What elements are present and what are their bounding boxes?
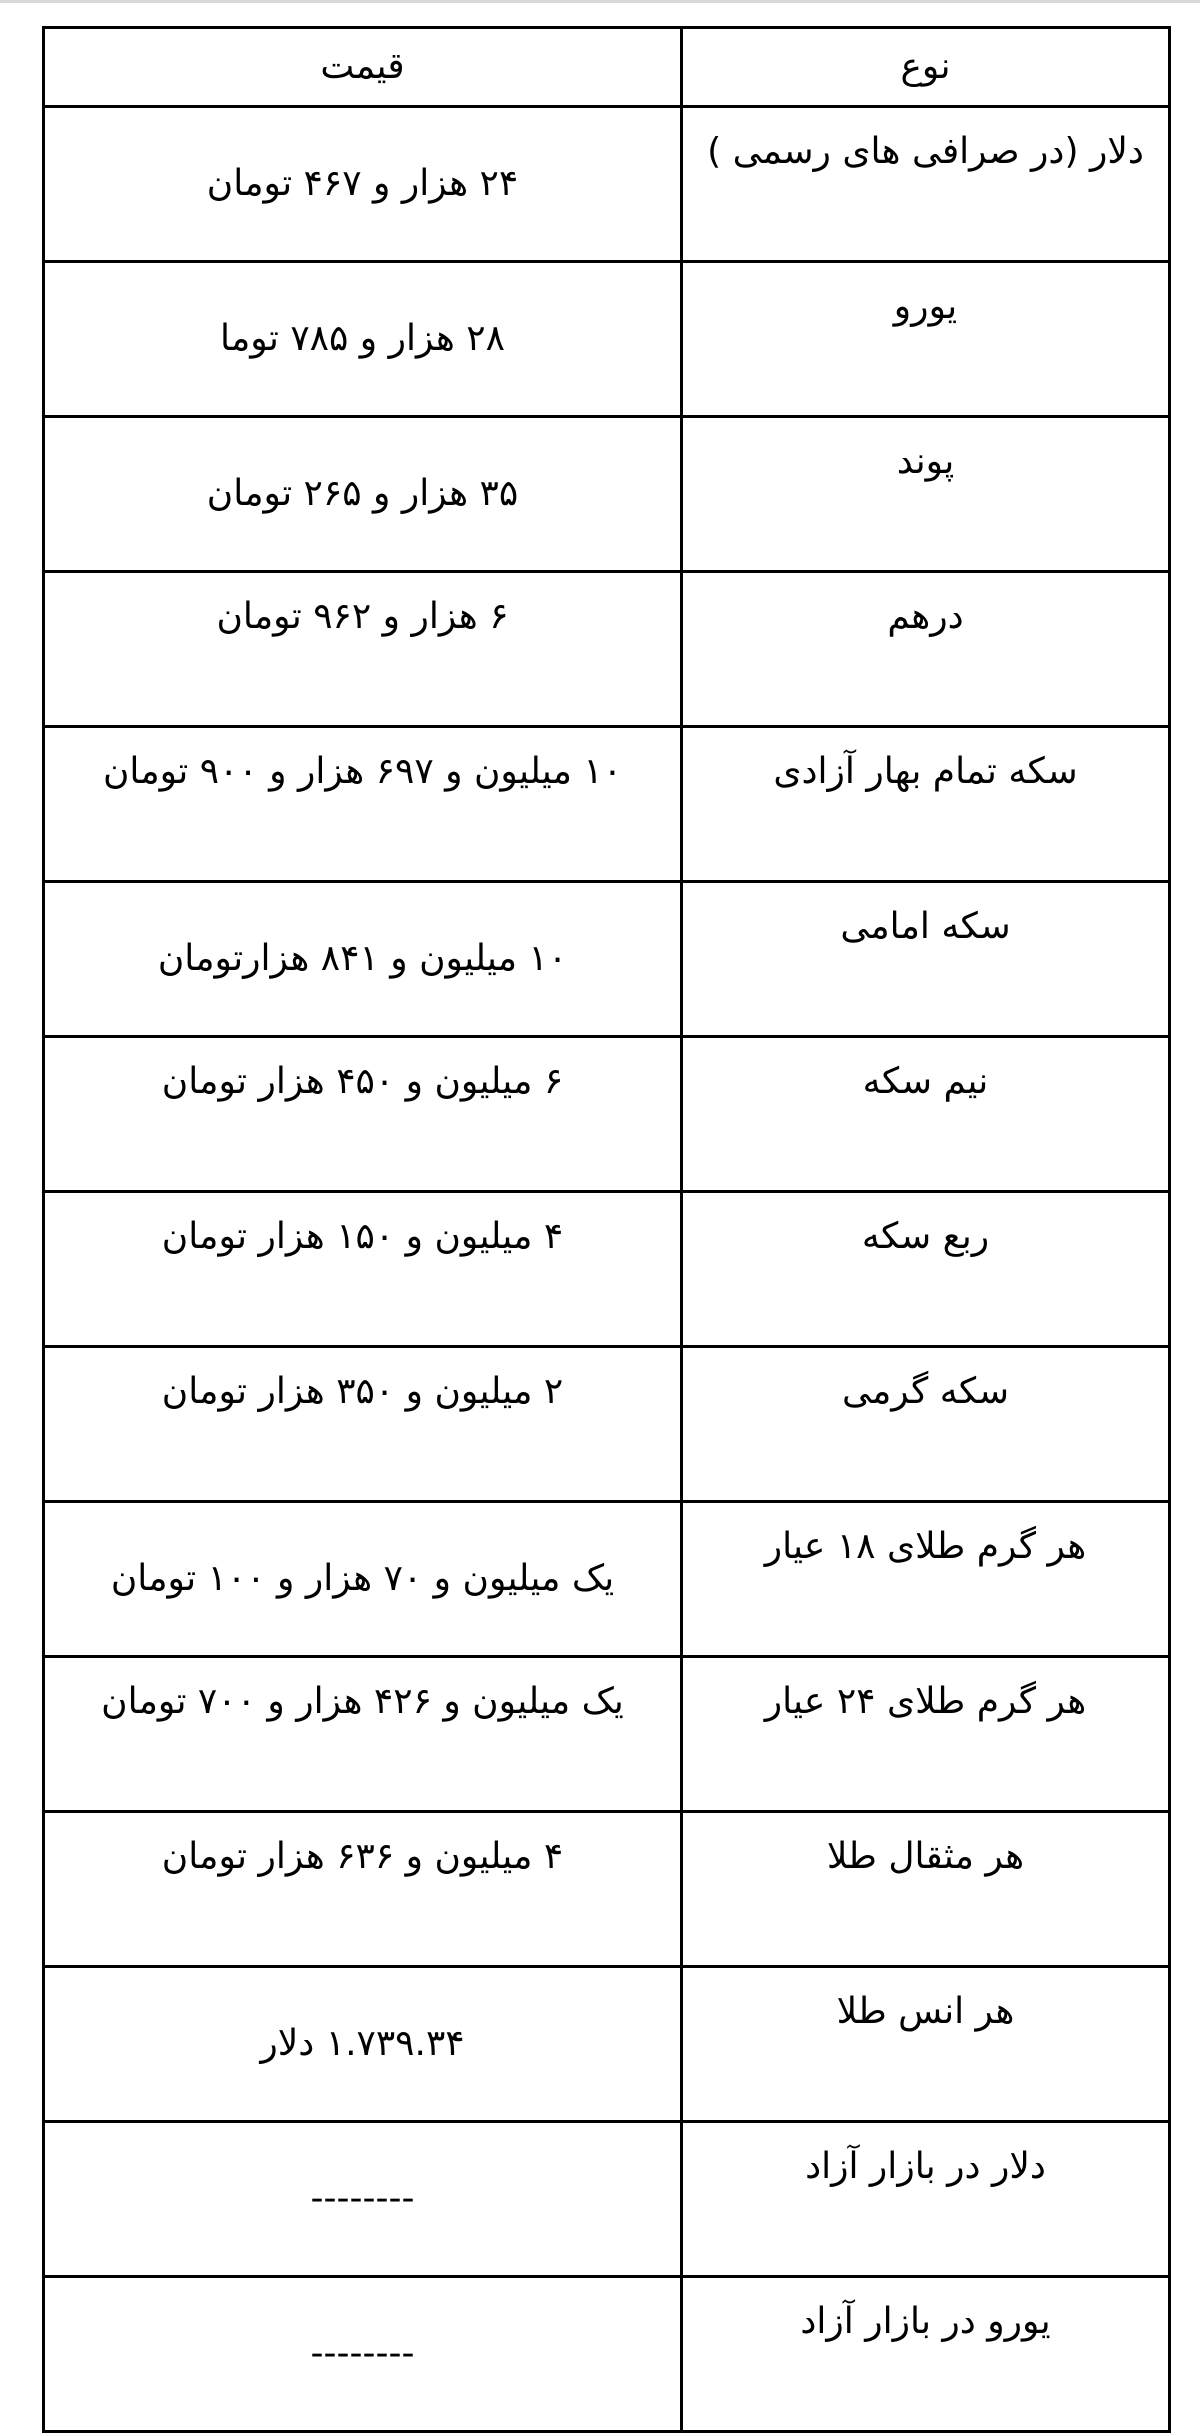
- price-table: [42, 26, 1171, 2433]
- type-cell: سکه گرمی: [682, 1347, 1170, 1502]
- type-cell: ربع سکه: [682, 1192, 1170, 1347]
- table-row: [44, 2122, 1170, 2277]
- table-row: [44, 1967, 1170, 2122]
- price-cell: --------: [44, 2122, 682, 2277]
- price-cell: ۶ هزار و ۹۶۲ تومان: [44, 572, 682, 727]
- type-cell: دلار در بازار آزاد: [682, 2122, 1170, 2277]
- header-price: قیمت: [44, 28, 682, 107]
- table-row: [44, 417, 1170, 572]
- price-cell: ۶ میلیون و ۴۵۰ هزار تومان: [44, 1037, 682, 1192]
- price-cell: ۴ میلیون و ۱۵۰ هزار تومان: [44, 1192, 682, 1347]
- table-row: [44, 1192, 1170, 1347]
- table-row: [44, 1037, 1170, 1192]
- type-cell: هر انس طلا: [682, 1967, 1170, 2122]
- table-row: [44, 572, 1170, 727]
- type-cell: یورو: [682, 262, 1170, 417]
- type-cell: سکه تمام بهار آزادی: [682, 727, 1170, 882]
- price-cell: --------: [44, 2277, 682, 2432]
- price-cell: ۱۰ میلیون و ۶۹۷ هزار و ۹۰۰ تومان: [44, 727, 682, 882]
- type-cell: پوند: [682, 417, 1170, 572]
- price-cell: ۴ میلیون و ۶۳۶ هزار تومان: [44, 1812, 682, 1967]
- header-type: نوع: [682, 28, 1170, 107]
- price-cell: ۲ میلیون و ۳۵۰ هزار تومان: [44, 1347, 682, 1502]
- table-row: [44, 1347, 1170, 1502]
- price-cell: ۳۵ هزار و ۲۶۵ تومان: [44, 417, 682, 572]
- table-row: [44, 727, 1170, 882]
- type-cell: هر گرم طلای ۲۴ عیار: [682, 1657, 1170, 1812]
- table-row: [44, 1657, 1170, 1812]
- table-row: [44, 1812, 1170, 1967]
- price-cell: یک میلیون و ۷۰ هزار و ۱۰۰ تومان: [44, 1502, 682, 1657]
- price-cell: ۱.۷۳۹.۳۴ دلار: [44, 1967, 682, 2122]
- table-row: [44, 882, 1170, 1037]
- table-row: [44, 1502, 1170, 1657]
- type-cell: دلار (در صرافی های رسمی ): [682, 107, 1170, 262]
- type-cell: نیم سکه: [682, 1037, 1170, 1192]
- type-cell: درهم: [682, 572, 1170, 727]
- table-row: [44, 2277, 1170, 2432]
- table-row: [44, 262, 1170, 417]
- table-row: [44, 107, 1170, 262]
- table-header-row: [44, 28, 1170, 107]
- price-cell: یک میلیون و ۴۲۶ هزار و ۷۰۰ تومان: [44, 1657, 682, 1812]
- type-cell: سکه امامی: [682, 882, 1170, 1037]
- price-cell: ۱۰ میلیون و ۸۴۱ هزارتومان: [44, 882, 682, 1037]
- price-cell: ۲۴ هزار و ۴۶۷ تومان: [44, 107, 682, 262]
- type-cell: هر مثقال طلا: [682, 1812, 1170, 1967]
- type-cell: هر گرم طلای ۱۸ عیار: [682, 1502, 1170, 1657]
- price-cell: ۲۸ هزار و ۷۸۵ توما: [44, 262, 682, 417]
- type-cell: یورو در بازار آزاد: [682, 2277, 1170, 2432]
